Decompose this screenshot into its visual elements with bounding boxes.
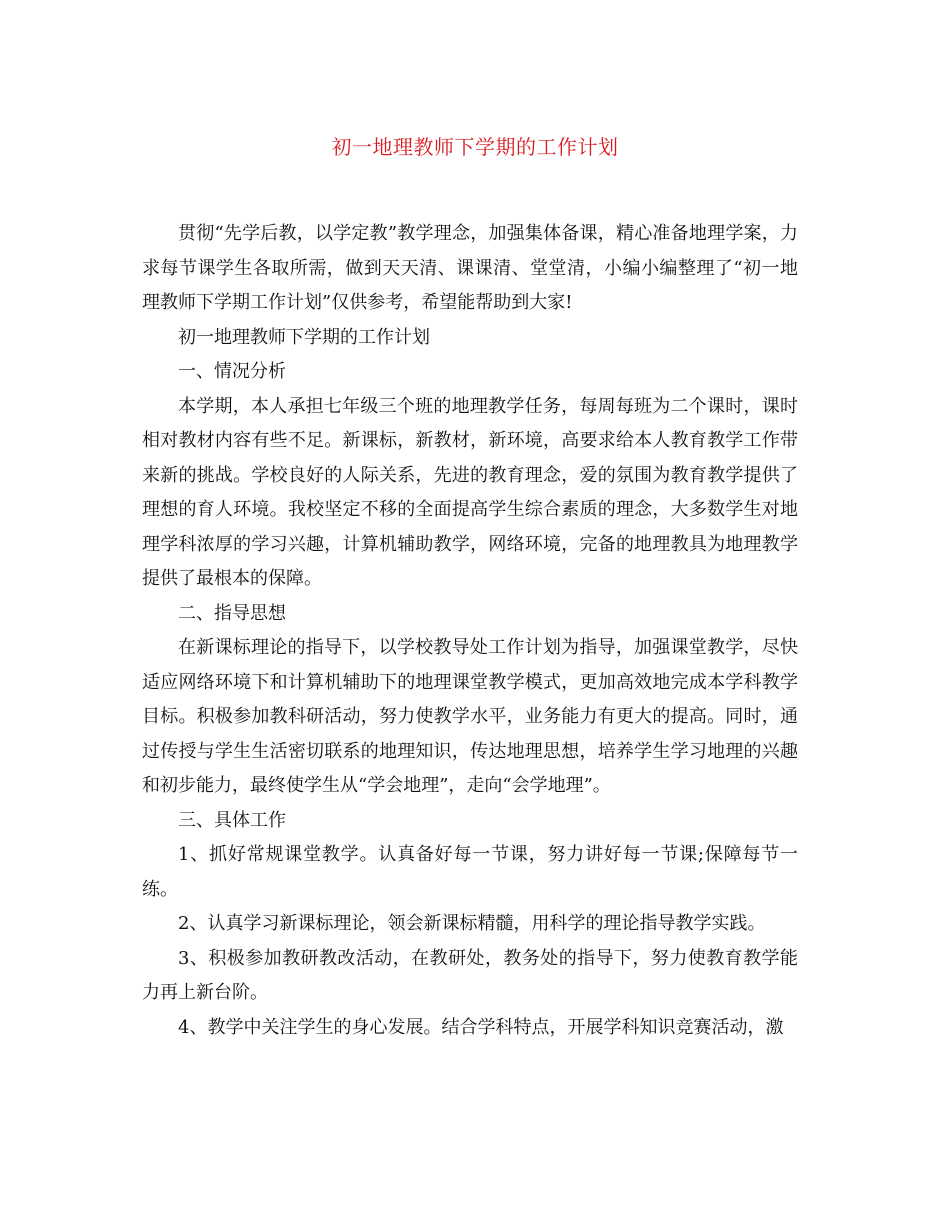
paragraph-situation-analysis: 本学期，本人承担七年级三个班的地理教学任务，每周每班为二个课时，课时相对教材内容有些不足。新课标，新教材，新环境，高要求给本人教育教学工作带来新的挑战。学校良好的人际关系，先进的教育理念，爱的氛围为教育教学提供了理想的育人环境。我校坚定不移的全面提高学生综合素质的理念，大多数学生对地理学科浓厚的学习兴趣，计算机辅助教学，网络环境，完备的地理教具为地理教学提供了最根本的保障。 (142, 395, 798, 589)
section-heading-situation-analysis: 一、情况分析 (178, 361, 286, 382)
section-heading-specific-work: 三、具体工作 (178, 809, 286, 831)
work-item-2: 2、认真学习新课标理论，领会新课标精髓，用科学的理论指导教学实践。 (178, 913, 766, 934)
paragraph-guiding-ideology: 在新课标理论的指导下，以学校教导处工作计划为指导，加强课堂教学，尽快适应网络环境下和计算机辅助下的地理课堂教学模式，更加高效地完成本学科教学目标。积极参加教科研活动，努力使教学水平，业务能力有更大的提高。同时，通过传授与学生生活密切联系的地理知识，传达地理思想，培养学生学习地理的兴趣和初步能力，最终使学生从“学会地理”，走向“会学地理”。 (142, 637, 798, 796)
work-item-3: 3、积极参加教研教改活动，在教研处，教务处的指导下，努力使教育教学能力再上新台阶。 (142, 947, 798, 1003)
paragraph-subtitle: 初一地理教师下学期的工作计划 (178, 326, 430, 348)
document-title: 初一地理教师下学期的工作计划 (331, 135, 619, 159)
document-body (142, 217, 798, 1045)
paragraph-intro: 贯彻“先学后教，以学定教”教学理念，加强集体备课，精心准备地理学案，力求每节课学生各取所需，做到天天清、课课清、堂堂清，小编小编整理了“初一地理教师下学期工作计划”仅供参考，希望能帮助到大家! (142, 223, 798, 313)
work-item-4: 4、教学中关注学生的身心发展。结合学科特点，开展学科知识竞赛活动，激 (178, 1016, 784, 1038)
section-heading-guiding-ideology: 二、指导思想 (178, 602, 286, 624)
work-item-1: 1、抓好常规课堂教学。认真备好每一节课，努力讲好每一节课;保障每节一练。 (142, 844, 798, 900)
